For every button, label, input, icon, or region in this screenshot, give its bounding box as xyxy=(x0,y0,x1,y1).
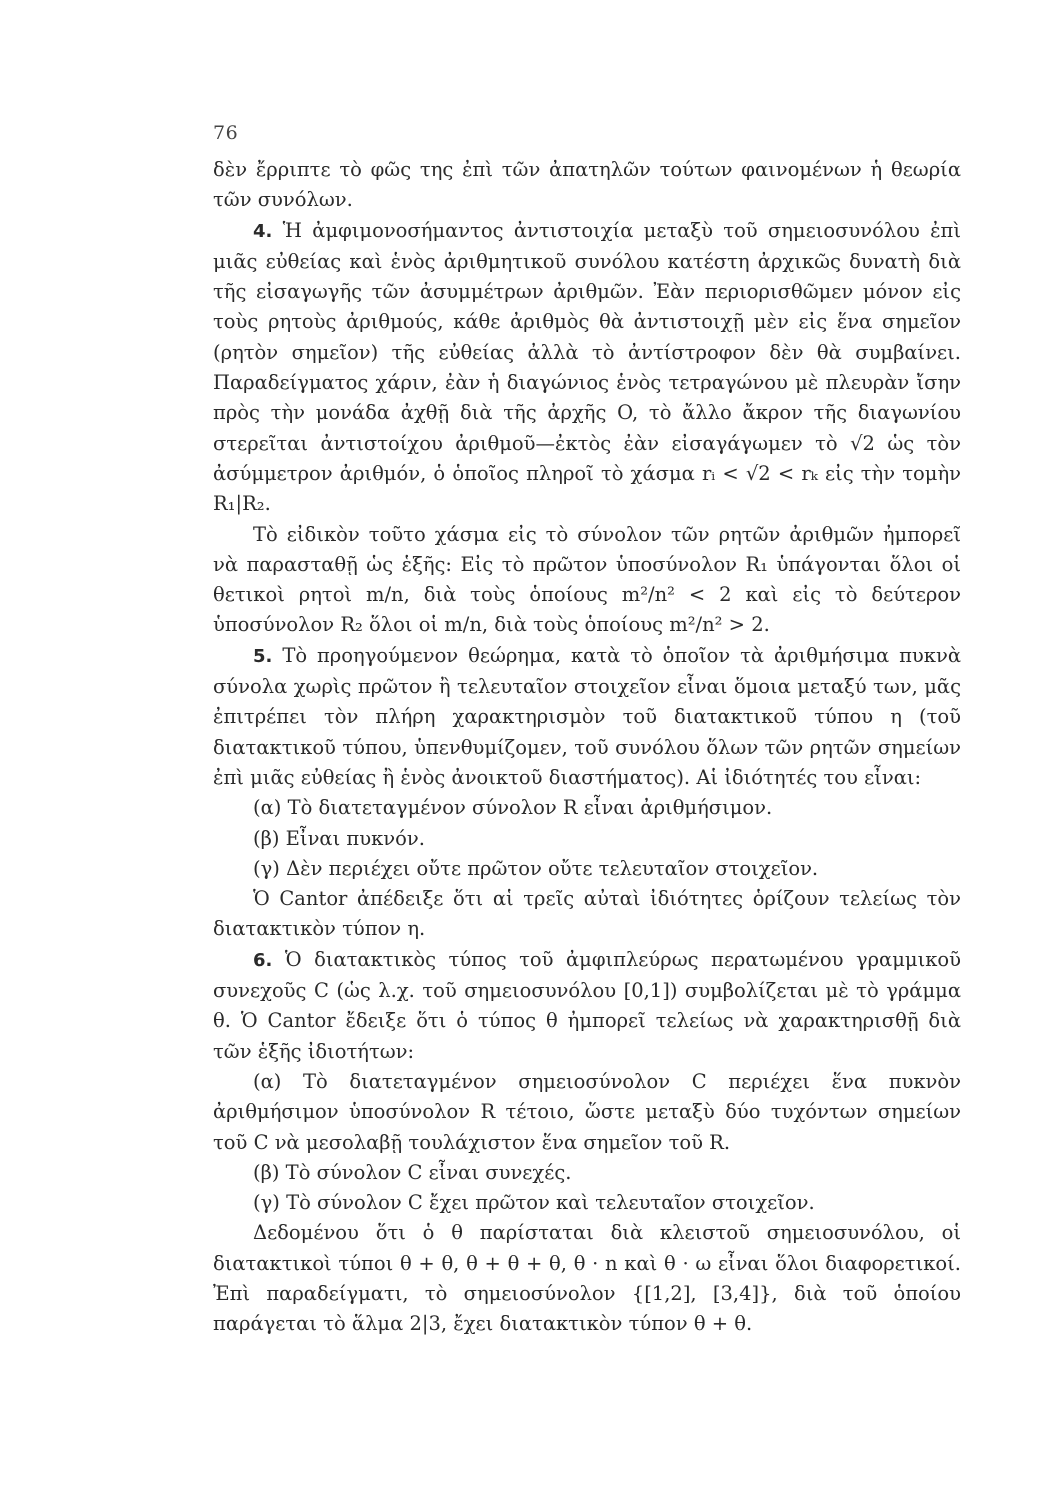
section-number-5: 5. xyxy=(253,645,273,667)
paragraph-cantor-eta: Ὁ Cantor ἀπέδειξε ὅτι αἱ τρεῖς αὐταὶ ἰδιότητες ὁρίζουν τελείως τὸν διατακτικὸν τύπον η. xyxy=(213,887,961,941)
property-theta-a: (α) Τὸ διατεταγμένον σημειοσύνολον C περιέχει ἕνα πυκνὸν ἀριθμήσιμον ὑποσύνολον R τέτοιο, ὥστε μεταξὺ δύο τυχόντων σημείων τοῦ C νὰ μεσολαβῇ τουλάχιστον ἕνα σημεῖον τοῦ R. xyxy=(213,1069,961,1154)
property-theta-b: (β) Τὸ σύνολον C εἶναι συνεχές. xyxy=(253,1160,572,1184)
section-4-text: Ἡ ἀμφιμονοσήμαντος ἀντιστοιχία μεταξὺ τοῦ σημειοσυνόλου ἐπὶ μιᾶς εὐθείας καὶ ἑνὸς ἀριθμητικοῦ συνόλου κατέστη ἀρχικῶς δυνατὴ διὰ τῆς εἰσαγωγῆς τῶν ἀσυμμέτρων ἀριθμῶν. Ἐὰν περιορισθῶμεν μόνον εἰς τοὺς ρητοὺς ἀριθμούς, κάθε ἀριθμὸς θὰ ἀντιστοιχῇ μὲν εἰς ἕνα σημεῖον (ρητὸν σημεῖον) τῆς εὐθείας ἀλλὰ τὸ ἀντίστροφον δὲν θὰ συμβαίνει. Παραδείγματος χάριν, ἐὰν ἡ διαγώνιος ἑνὸς τετραγώνου μὲ πλευρὰν ἴσην πρὸς τὴν μονάδα ἀχθῇ διὰ τῆς ἀρχῆς O, τὸ ἄλλο ἄκρον τῆς διαγωνίου στερεῖται ἀντιστοίχου ἀριθμοῦ—ἐκτὸς ἐὰν εἰσαγάγωμεν τὸ √2 ὡς τὸν ἀσύμμετρον ἀριθμόν, ὁ ὁποῖος πληροῖ τὸ χάσμα rᵢ < √2 < rₖ εἰς τὴν τομὴν R₁|R₂. xyxy=(213,218,961,516)
page-number: 76 xyxy=(213,122,239,144)
paragraph-theta-sums: Δεδομένου ὅτι ὁ θ παρίσταται διὰ κλειστοῦ σημειοσυνόλου, οἱ διατακτικοὶ τύποι θ + θ, θ + θ + θ, θ · n καὶ θ · ω εἶναι ὅλοι διαφορετικοί. Ἐπὶ παραδείγματι, τὸ σημειοσύνολον {[1,2], [3,4]}, διὰ τοῦ ὁποίου παράγεται τὸ ἅλμα 2|3, ἔχει διατακτικὸν τύπον θ + θ. xyxy=(213,1221,961,1336)
property-eta-a: (α) Τὸ διατεταγμένον σύνολον R εἶναι ἀριθμήσιμον. xyxy=(253,796,773,820)
body-text xyxy=(213,155,961,1340)
property-theta-c: (γ) Τὸ σύνολον C ἔχει πρῶτον καὶ τελευταῖον στοιχεῖον. xyxy=(253,1191,815,1215)
paragraph-gap-example: Τὸ εἰδικὸν τοῦτο χάσμα εἰς τὸ σύνολον τῶν ρητῶν ἀριθμῶν ἠμπορεῖ νὰ παρασταθῇ ὡς ἑξῆς: Εἰς τὸ πρῶτον ὑποσύνολον R₁ ὑπάγονται ὅλοι οἱ θετικοὶ ρητοὶ m/n, διὰ τοὺς ὁποίους m²/n² < 2 καὶ εἰς τὸ δεύτερον ὑποσύνολον R₂ ὅλοι οἱ m/n, διὰ τοὺς ὁποίους m²/n² > 2. xyxy=(213,522,961,637)
section-6-text: Ὁ διατακτικὸς τύπος τοῦ ἀμφιπλεύρως περατωμένου γραμμικοῦ συνεχοῦς C (ὡς λ.χ. τοῦ σημειοσυνόλου [0,1]) συμβολίζεται μὲ τὸ γράμμα θ. Ὁ Cantor ἔδειξε ὅτι ὁ τύπος θ ἠμπορεῖ τελείως νὰ χαρακτηρισθῇ διὰ τῶν ἑξῆς ἰδιοτήτων: xyxy=(213,947,962,1063)
property-eta-c: (γ) Δὲν περιέχει οὔτε πρῶτον οὔτε τελευταῖον στοιχεῖον. xyxy=(253,856,819,880)
paragraph-continuation: δὲν ἔρριπτε τὸ φῶς της ἐπὶ τῶν ἀπατηλῶν τούτων φαινομένων ἡ θεωρία τῶν συνόλων. xyxy=(213,158,961,212)
paragraph-section-6 xyxy=(213,945,961,1067)
paragraph-section-4 xyxy=(213,216,961,520)
paragraph-section-5 xyxy=(213,641,961,793)
section-number-4: 4. xyxy=(253,220,273,242)
property-eta-b: (β) Εἶναι πυκνόν. xyxy=(253,826,425,850)
section-5-text: Τὸ προηγούμενον θεώρημα, κατὰ τὸ ὁποῖον τὰ ἀριθμήσιμα πυκνὰ σύνολα χωρὶς πρῶτον ἢ τελευταῖον στοιχεῖον εἶναι ὅμοια μεταξύ των, μᾶς ἐπιτρέπει τὸν πλήρη χαρακτηρισμὸν τοῦ διατακτικοῦ τύπου η (τοῦ διατακτικοῦ τύπου, ὑπενθυμίζομεν, τοῦ συνόλου ὅλων τῶν ρητῶν σημείων ἐπὶ μιᾶς εὐθείας ἢ ἑνὸς ἀνοικτοῦ διαστήματος). Αἱ ἰδιότητές του εἶναι: xyxy=(213,643,961,789)
section-number-6: 6. xyxy=(253,949,273,971)
